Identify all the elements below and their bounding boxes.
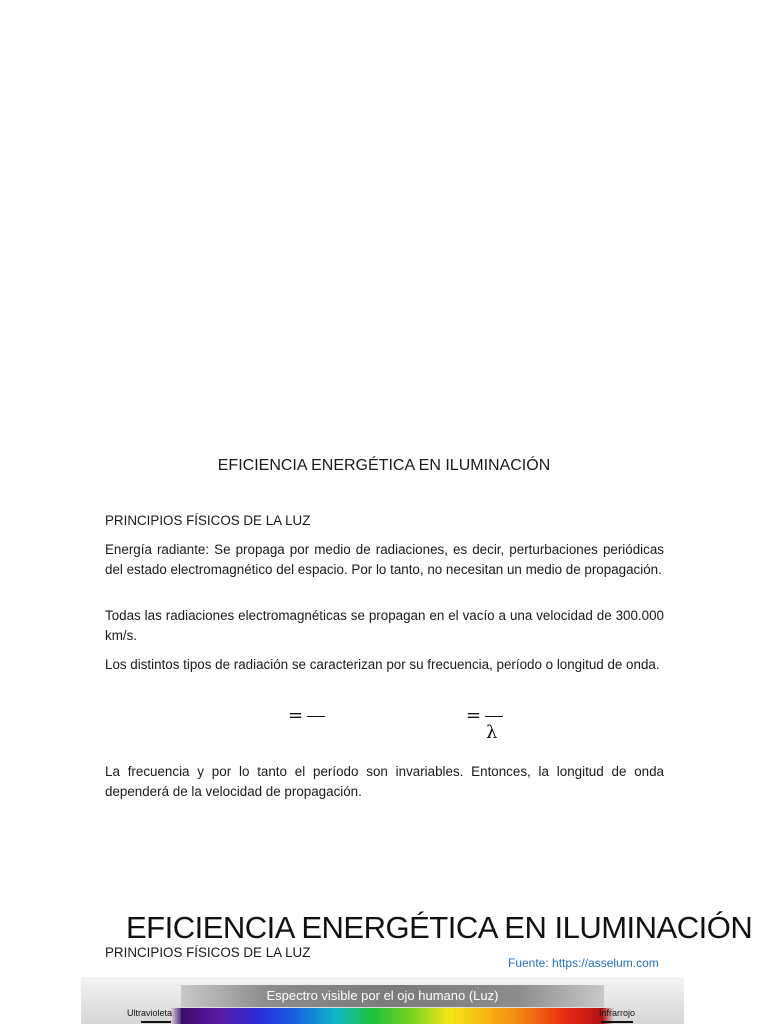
section-heading: PRINCIPIOS FÍSICOS DE LA LUZ	[105, 513, 311, 528]
ir-arrow	[601, 1021, 633, 1023]
spectrum-color-band	[181, 1008, 604, 1024]
slide-title: EFICIENCIA ENERGÉTICA EN ILUMINACIÓN	[126, 910, 753, 945]
source-link[interactable]: Fuente: https://asselum.com	[508, 956, 659, 970]
visible-spectrum-image	[81, 977, 684, 1024]
lambda-symbol: λ	[486, 722, 498, 743]
paragraph-tipos-radiacion: Los distintos tipos de radiación se caracterizan por su frecuencia, período o longitud de onda.	[105, 657, 660, 672]
spectrum-title: Espectro visible por el ojo humano (Luz)	[266, 988, 499, 1003]
paragraph-conclusion: La frecuencia y por lo tanto el período son invariables. Entonces, la longitud de onda dependerá de la velocidad de propagación.	[105, 764, 664, 799]
uv-arrow	[141, 1021, 171, 1023]
slide-subtitle: PRINCIPIOS FÍSICOS DE LA LUZ	[105, 945, 311, 960]
document-title: EFICIENCIA ENERGÉTICA EN ILUMINACIÓN	[217, 457, 551, 474]
formula-period	[288, 705, 325, 726]
ultraviolet-label: Ultravioleta	[127, 1008, 173, 1018]
paragraph-velocidad: Todas las radiaciones electromagnéticas se propagan en el vacío a una velocidad de 300.000 km/s.	[105, 608, 664, 643]
fraction-line	[485, 716, 503, 717]
equals-sign: =	[288, 705, 304, 726]
infrared-label: Infrarrojo	[599, 1008, 636, 1018]
fraction-line	[307, 716, 325, 717]
equals-sign: =	[466, 705, 482, 726]
formula-frequency	[466, 705, 503, 726]
paragraph-energia-radiante: Energía radiante: Se propaga por medio de radiaciones, es decir, perturbaciones periódicas del estado electromagnético del espacio. Por lo tanto, no necesitan un medio de propagación.	[105, 542, 664, 577]
